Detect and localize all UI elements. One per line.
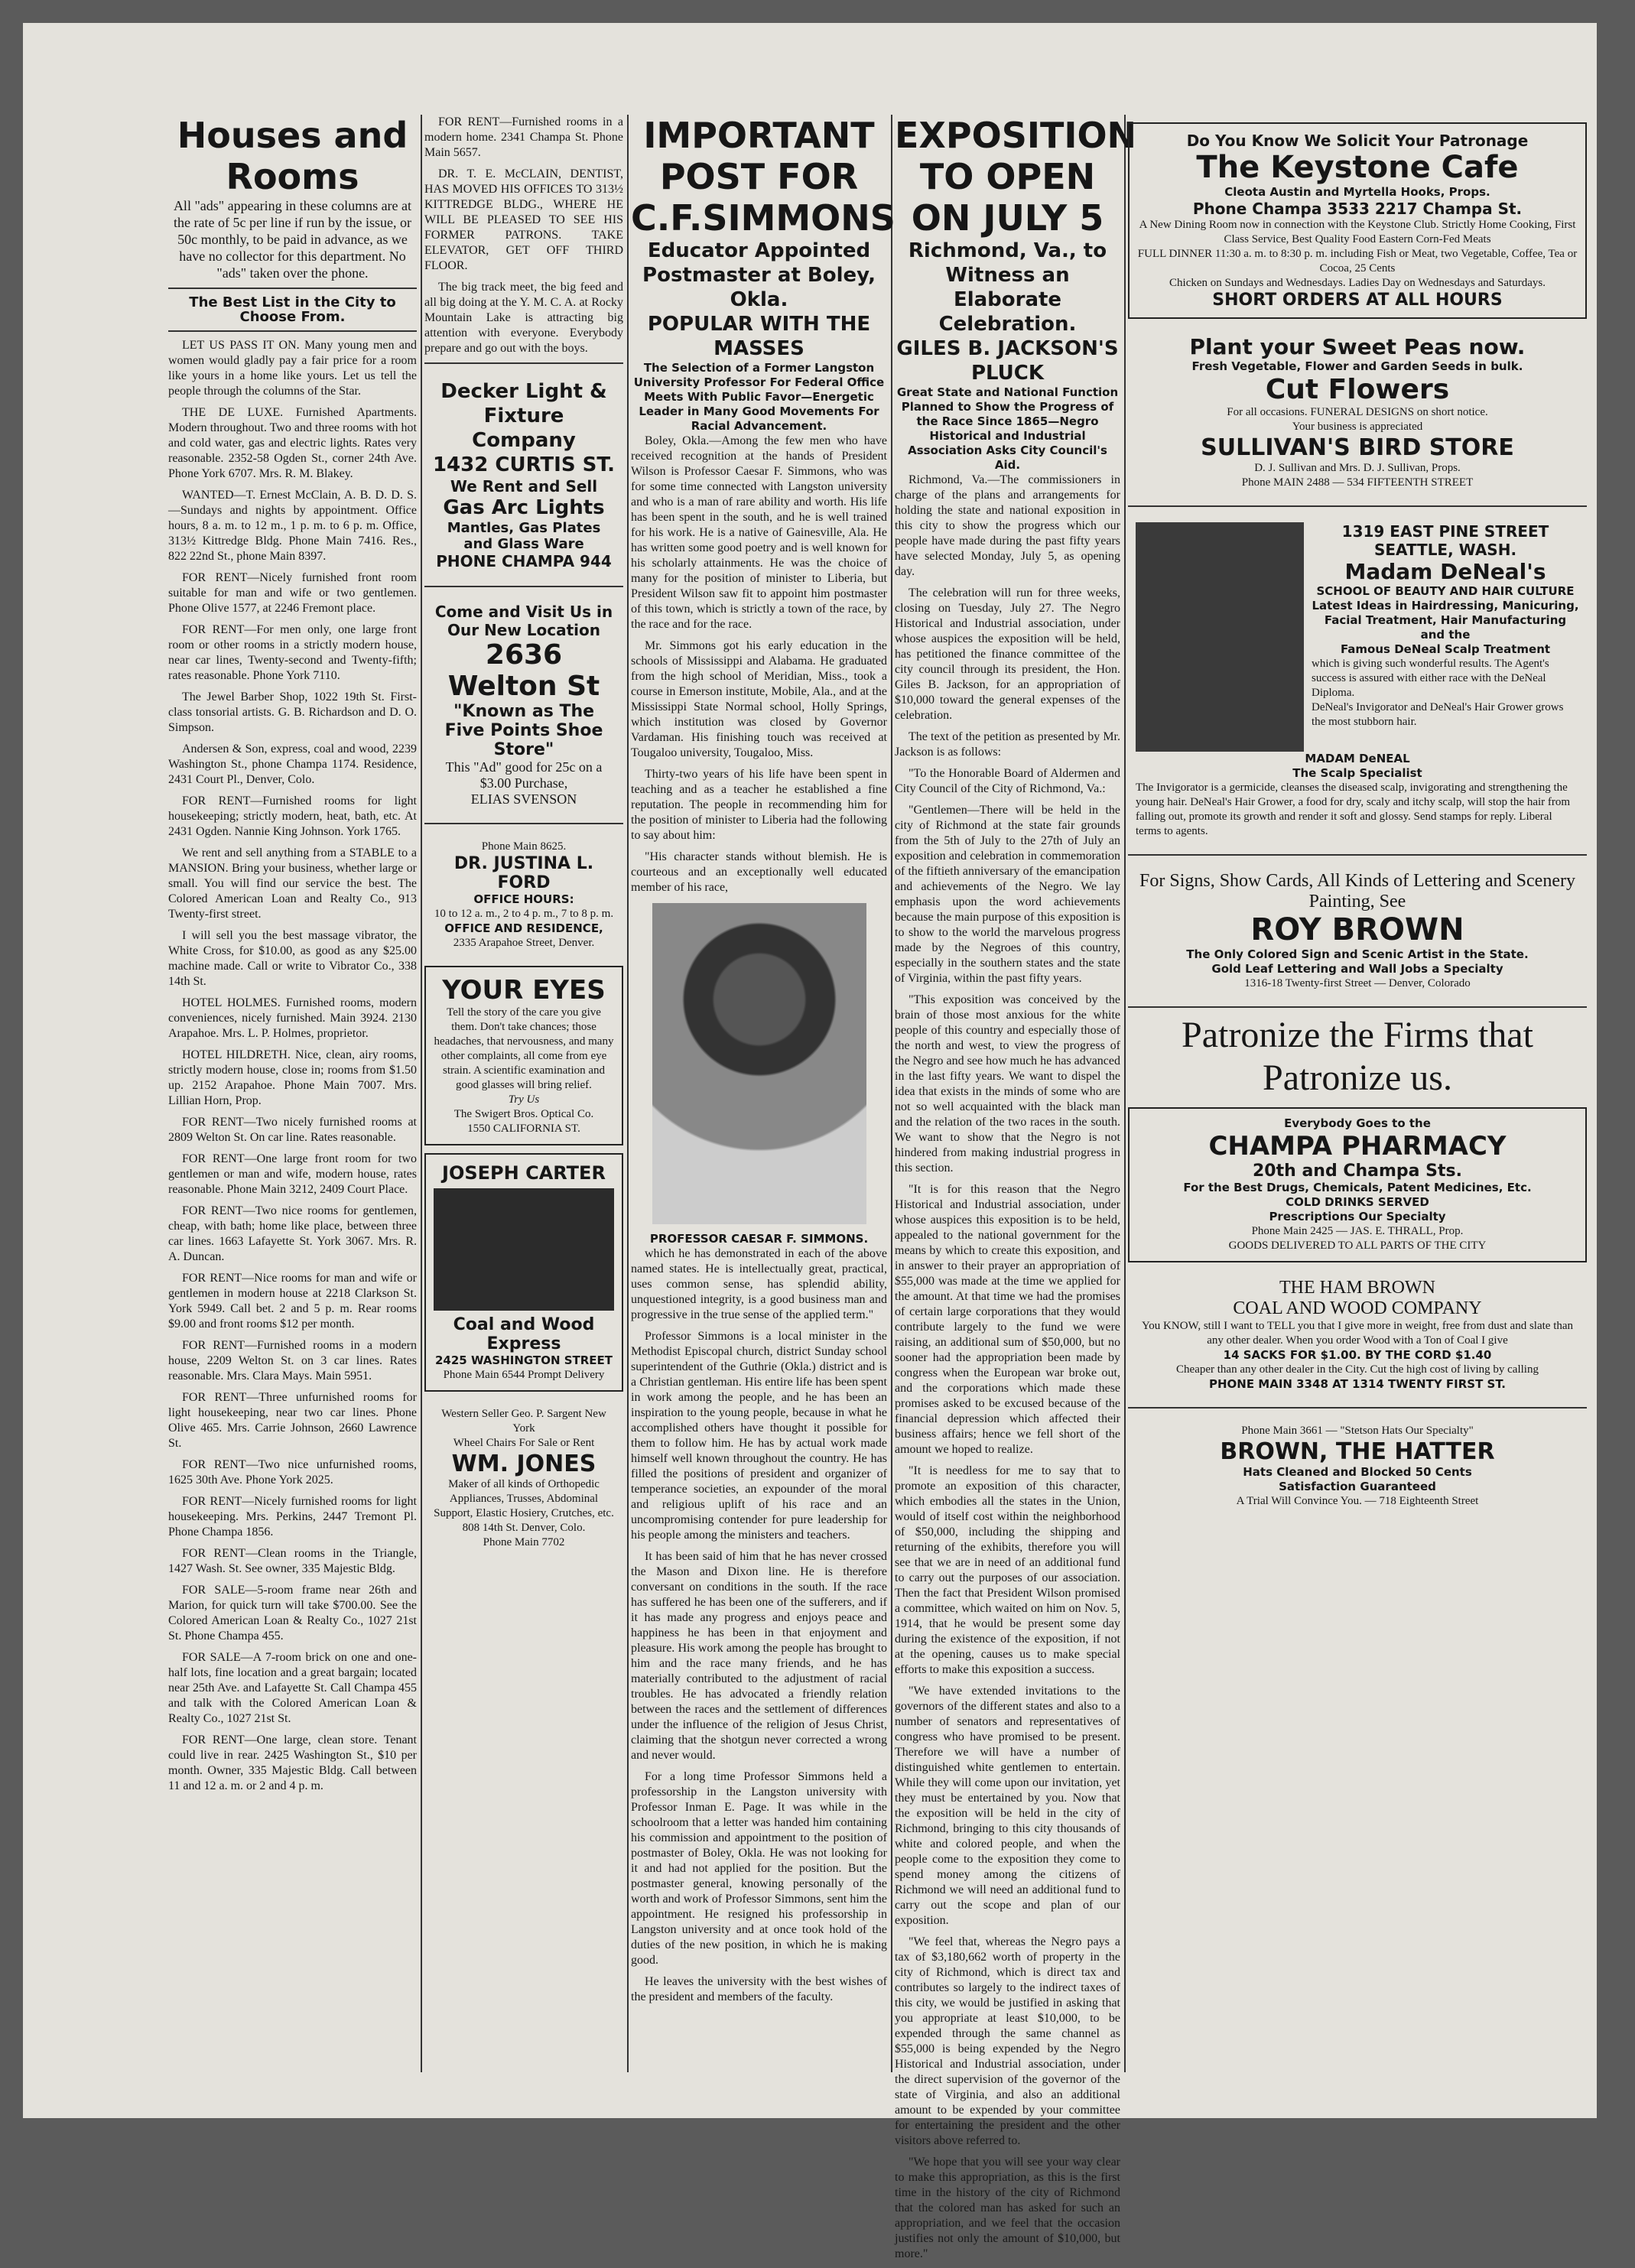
list-item: DR. T. E. McCLAIN, DENTIST, HAS MOVED HIS OFFICES TO 313½ KITTREDGE BLDG., WHERE HE WILL BE PLEASED TO SEE HIS FORMER PATRONS. TAKE ELEVATOR, GET OFF THIRD FLOOR. <box>424 167 623 272</box>
ham-brown-ad: THE HAM BROWN COAL AND WOOD COMPANY You KNOW, still I want to TELL you that I give more in weight, free from dust and slate than any other dealer. When you order Wood with a Ton of Coal I give 14 SACKS FOR $1.00. BY THE CORD $1.40 Cheaper than any other dealer in the City. Cut the high cost of living by calling PHONE MAIN 3348 AT 1314 TWENTY FIRST ST. <box>1141 1278 1574 1391</box>
list-item: The big track meet, the big feed and all big doing at the Y. M. C. A. at Rocky Mountain Lake is attracting big attention with everyone. Everybody prepare and go out with the boys. <box>424 281 623 355</box>
list-item: I will sell you the best massage vibrator, the White Cross, for $10.00, as good as any $25.00 machine made. Call or write to Vibrator Co., 338 14th St. <box>168 929 417 988</box>
deneal-photo <box>1136 522 1304 752</box>
page-title: Houses and Rooms <box>177 115 408 197</box>
list-item: FOR SALE—A 7-room brick on one and one-half lots, fine location and a great bargain; located near 25th Ave. and Lafayette St. Call Champa 455 and talk with the Colored American Loan & Realty Co., 1027 21st St. <box>168 1651 417 1725</box>
column-rule <box>421 115 422 2072</box>
your-eyes-ad: YOUR EYES Tell the story of the care you give them. Don't take chances; those headaches, that nervousness, and many other complaints, all come from eye strain. A scientific examination and good glasses will bring relief. Try Us The Swigert Bros. Optical Co. 1550 CALIFORNIA ST. <box>424 966 623 1145</box>
carter-photo <box>434 1188 614 1311</box>
list-item: Andersen & Son, express, coal and wood, 2239 Washington St., phone Champa 1174. Residence, 2431 Court Pl., Denver, Colo. <box>168 742 417 786</box>
keystone-ad: Do You Know We Solicit Your Patronage The Keystone Cafe Cleota Austin and Myrtella Hooks, Props. Phone Champa 3533 2217 Champa St. A New Dining Room now in connection with the Keystone Club. Strictly Home Cooking, First Class Service, Best Quality Food Eastern Corn-Fed Meats FULL DINNER 11:30 a. m. to 8:30 p. m. including Fish or Meat, two Vegetable, Coffee, Tea or Cocoa, 25 Cents Chicken on Sundays and Wednesdays. Ladies Day on Wednesdays and Saturdays. SHORT ORDERS AT ALL HOURS <box>1128 122 1587 319</box>
list-item: HOTEL HOLMES. Furnished rooms, modern conveniences, nicely furnished. Main 3924. 2130 Arapahoe. Mrs. L. P. Holmes, proprietor. <box>168 996 417 1040</box>
list-item: HOTEL HILDRETH. Nice, clean, airy rooms, strictly modern house, close in; rooms from $1.50 up. 2152 Arapahoe. Phone Main 7007. Mrs. Lillian Horn, Prop. <box>168 1048 417 1107</box>
ads-column-5 <box>1128 115 1587 1524</box>
list-item: FOR RENT—Clean rooms in the Triangle, 1427 Wash. St. See owner, 335 Majestic Bldg. <box>168 1547 417 1575</box>
sullivan-ad: Plant your Sweet Peas now. Fresh Vegetable, Flower and Garden Seeds in bulk. Cut Flowers For all occasions. FUNERAL DESIGNS on short notice. Your business is appreciated SULLIVAN'S BIRD STORE D. J. Sullivan and Mrs. D. J. Sullivan, Props. Phone MAIN 2488 — 534 FIFTEENTH STREET <box>1189 334 1526 489</box>
deneal-ad: 1319 EAST PINE STREET SEATTLE, WASH. Madam DeNeal's SCHOOL OF BEAUTY AND HAIR CULTURE Latest Ideas in Hairdressing, Manicuring, Facial Treatment, Hair Manufacturing and the Famous DeNeal Scalp Treatment which is giving such wonderful results. The Agent's success is assured with either race with the DeNeal Diploma. DeNeal's Invigorator and DeNeal's Hair Grower grows the most stubborn hair. MADAM DeNEAL The Scalp Specialist The Invigorator is a germicide, cleanses the diseased scalp, invigorating and strengthening the young hair. DeNeal's Hair Grower, a food for dry, scaly and itchy scalp, will stop the hair from falling out, promote its growth and render it soft and glossy. Send stamps for reply. Liberal terms to agents. <box>1136 522 1579 837</box>
list-item: FOR RENT—Two nice rooms for gentlemen, cheap, with bath; home like place, between three car lines. 1663 Lafayette St. York 3067. Mrs. R. A. Duncan. <box>168 1204 417 1263</box>
list-item: FOR RENT—For men only, one large front room or other rooms in a strictly modern house, near car lines, Twenty-second and Twenty-fifth; rates reasonable. Phone York 7110. <box>168 623 417 682</box>
list-item: LET US PASS IT ON. Many young men and women would gladly pay a fair price for a room like yours in a home like yours. Let us tell the people through the columns of the Star. <box>168 339 417 398</box>
rate-notice: All "ads" appearing in these columns are at the rate of 5c per line if run by the issue, or 50c monthly, to be paid in advance, as we have no collector for this department. No "ads" taken over the phone. <box>173 198 412 281</box>
champa-pharmacy-ad: Everybody Goes to the CHAMPA PHARMACY 20th and Champa Sts. For the Best Drugs, Chemicals, Patent Medicines, Etc. COLD DRINKS SERVED Prescriptions Our Specialty Phone Main 2425 — JAS. E. THRALL, Prop. GOODS DELIVERED TO ALL PARTS OF THE CITY <box>1128 1107 1587 1262</box>
headline: IMPORTANT POST FOR C.F.SIMMONS <box>631 115 896 239</box>
list-item: FOR SALE—5-room frame near 26th and Marion, for quick turn will take $700.00. See the Colored American Loan & Realty Co., 1027 21st St. Phone Champa 455. <box>168 1584 417 1643</box>
list-item: FOR RENT—Two nicely furnished rooms at 2809 Welton St. On car line. Rates reasonable. <box>168 1116 417 1144</box>
list-item: FOR RENT—Nicely furnished rooms for light housekeeping. Mrs. Perkins, 2447 Tremont Pl. Phone Champa 1856. <box>168 1495 417 1539</box>
list-item: The Jewel Barber Shop, 1022 19th St. First-class tonsorial artists. G. B. Richardson and D. O. Simpson. <box>168 690 417 734</box>
ads-column-2 <box>424 115 623 1565</box>
hatter-ad: Phone Main 3661 — "Stetson Hats Our Specialty" BROWN, THE HATTER Hats Cleaned and Blocked 50 Cents Satisfaction Guaranteed A Trial Will Convince You. — 718 Eighteenth Street <box>1220 1425 1495 1507</box>
list-item: THE DE LUXE. Furnished Apartments. Modern throughout. Two and three rooms with hot and cold water, gas and electric lights. Rates very reasonable. 2352-58 Ogden St., corner 24th Ave. Phone York 6707. Mrs. R. M. Blakey. <box>168 406 417 480</box>
list-item: FOR RENT—Furnished rooms for light housekeeping; strictly modern, heat, bath, etc. At 2431 Ogden. Nannie King Johnson. York 1765. <box>168 794 417 838</box>
roy-brown-ad: For Signs, Show Cards, All Kinds of Lettering and Scenery Painting, See ROY BROWN The Only Colored Sign and Scenic Artist in the State. Gold Leaf Lettering and Wall Jobs a Specialty 1316-18 Twenty-first Street — Denver, Colorado <box>1139 871 1575 989</box>
list-item: FOR RENT—Furnished rooms in a modern house, 2209 Welton St. on 3 car lines. Rates reasonable. Mrs. Clara Mays. Main 5951. <box>168 1339 417 1383</box>
houses-and-rooms-column <box>168 115 417 1800</box>
simmons-article: IMPORTANT POST FOR C.F.SIMMONS Educator Appointed Postmaster at Boley, Okla. POPULAR WITH THE MASSES The Selection of a Former Langston University Professor For Federal Office Meets With Public Favor—Energetic Leader in Many Good Movements For Racial Advancement. Boley, Okla.—Among the few men who have received recognition at the hands of President Wilson is Professor Caesar F. Simmons, who was for some time connected with Langston university and who is a man of rare ability and worth. His life has been spent in the south, and he is well trained for his work. He is a native of Gainesville, Ala. He has written some good poetry and is well known for his scholarly attainments. He was the choice of many for the position of minister to Liberia, but President Wilson saw fit to appoint him postmaster of this town, which is strictly a town of the race, by the race and for the race. Mr. Simmons got his early education in the schools of Mississippi and Alabama. He graduated from the high school of Meridian, Miss., took a course in Emerson institute, Mobile, Ala., and at the Mississippi State Normal school, Holly Springs, which institution was closed by Governor Vardaman. His finishing touch was received at Tougaloo university, Tougaloo, Miss. Thirty-two years of his life have been spent in teaching and as a teacher he established a fine reputation. The people in recommending him for the position of minister to Liberia had the following to say about him: "His character stands without blemish. He is courteous and an exceptionally well educated member of his race, PROFESSOR CAESAR F. SIMMONS. which he has demonstrated in each of the above named states. He is intellectually great, practical, uses common sense, has splendid ability, unquestioned integrity, is a good business man and progressive in the true sense of the applied term." Professor Simmons is a local minister in the Methodist Episcopal church, district Sunday school superintendent of the Guthrie (Okla.) district and is a Christian gentleman. His entire life has been spent in work among the people, and he has been an inspiration to the young people, because in what he accomplished others have thought it possible for them to follow him. He has by actual work made himself well known throughout the country. He has filled the positions of president and organizer of temperance societies, an expounder of the moral and religious uplift of his race and an uncompromising contender for pure leadership for his people among the ministers and teachers. It has been said of him that he has never crossed the Mason and Dixon line. He is therefore conversant on conditions in the south. If the race has suffered he has been one of the sufferers, and if it has made any progress and enjoys peace and happiness he has been in that enjoyment and pleasure. His work among the people has brought to him and the race many friends, and he has materially contributed to the adjustment of racial troubles. He has advocated a friendly relation between the races and the settlement of differences under the influence of the religion of Jesus Christ, claiming that the shotgun never corrected a wrong and never would. For a long time Professor Simmons held a professorship in the Langston university with Professor Inman E. Page. It was while in the schoolroom that a letter was handed him containing his commission and appointment to the position of postmaster of Boley, Okla. He was not looking for it and had not applied for the position. But the postmaster general, knowing personally of the worth and work of Professor Simmons, sent him the appointment. He resigned his professorship in Langston university and at once took hold of the duties of the new position, in which he is making good. He leaves the university with the best wishes of the president and members of the faculty. <box>631 115 896 2003</box>
newspaper-page <box>23 23 1597 2260</box>
list-item: WANTED—T. Ernest McClain, A. B. D. D. S.—Sundays and nights by appointment. Office hours, 8 a. m. to 12 m., 1 p. m. to 6 p. m. Office, 313½ Kittredge Bldg. Phone Main 7416. Res., 822 22nd St., phone Main 8397. <box>168 489 417 563</box>
carter-ad: JOSEPH CARTER Coal and Wood Express 2425 WASHINGTON STREET Phone Main 6544 Prompt Delivery <box>424 1153 623 1392</box>
headline: EXPOSITION TO OPEN ON JULY 5 <box>895 115 1137 239</box>
caption: PROFESSOR CAESAR F. SIMMONS. <box>649 1232 869 1246</box>
column-rule <box>1124 115 1126 2072</box>
column-rule <box>891 115 892 2072</box>
classified-list <box>168 338 417 1794</box>
subhead: The Best List in the City to Choose From. <box>189 294 396 325</box>
list-item: FOR RENT—Three unfurnished rooms for light housekeeping, near two car lines. Phone Olive 465. Mrs. Carrie Johnson, 2660 Lawrence St. <box>168 1391 417 1450</box>
portrait-photo <box>652 903 866 1224</box>
list-item: FOR RENT—Nice rooms for man and wife or gentlemen in modern house at 2218 Clarkson St. York 5949. Call bet. 2 and 5 p. m. Rear rooms $9.00 and front rooms $12 per month. <box>168 1272 417 1331</box>
jones-ad: Western Seller Geo. P. Sargent New York Wheel Chairs For Sale or Rent WM. JONES Maker of all kinds of Orthopedic Appliances, Trusses, Abdominal Support, Elastic Hosiery, Crutches, etc. 808 14th St. Denver, Colo. Phone Main 7702 <box>434 1408 614 1548</box>
list-item: FOR RENT—Furnished rooms in a modern home. 2341 Champa St. Phone Main 5657. <box>424 115 623 159</box>
list-item: FOR RENT—Two nice unfurnished rooms, 1625 30th Ave. Phone York 2025. <box>168 1458 417 1487</box>
exposition-article: EXPOSITION TO OPEN ON JULY 5 Richmond, Va., to Witness an Elaborate Celebration. GILES B. JACKSON'S PLUCK Great State and National Function Planned to Show the Progress of the Race Since 1865—Negro Historical and Industrial Association Asks City Council's Aid. Richmond, Va.—The commissioners in charge of the plans and arrangements for holding the state and national exposition in this city to show the progress which our people have made during the past fifty years have selected Monday, July 5, as opening day. The celebration will run for three weeks, closing on Tuesday, July 27. The Negro Historical and Industrial association, under whose auspices the exposition will be held, has petitioned the finance committee of the city council through its president, the Hon. Giles B. Jackson, for an appropriation of $10,000 toward the general expenses of the celebration. The text of the petition as presented by Mr. Jackson is as follows: "To the Honorable Board of Aldermen and City Council of the City of Richmond, Va.: "Gentlemen—There will be held in the city of Richmond at the state fair grounds from the 5th of July to the 27th of July an exposition and celebration in commemoration of the fiftieth anniversary of the emancipation and achievements of the Negro. We lay emphasis upon the word achievements because the main purpose of this exposition is to show to the world the marvelous progress made by the Negroes of this country, especially in the southern states and the state of Virginia, within the past fifty years. "This exposition was conceived by the brain of those most anxious for the white people of this country and especially those of the north and west, to view the progress of the Negro and see how much he has advanced in the last fifty years. We want to dispel the idea that exists in the minds of some who are not so well acquainted with the black man and the relation of the two races in the south. We want to show that the Negro is not hindered from making industrial progress in this section. "It is for this reason that the Negro Historical and Industrial association, under whose auspices this exposition is to be held, appealed to the national government for the means by which to create this exposition, and in answer to their prayer an appropriation of $55,000 was made at the time we applied for the amount. At that time we had the promises of certain large corporations that they would contribute largely to the fund we were raising, an additional sum of $50,000, but no sooner had the appropriation been made by congress when the European war broke out, and the corporations which made these promises asked to be excused because of the financial depression which affected their business affairs; hence we fell short of the amount we hoped to realize. "It is needless for me to say that to promote an exposition of this character, which embodies all the states in the Union, would of itself cost within the neighborhood of $50,000, including the shipping and returning of the exhibits, therefore you will see that we are in need of an additional fund to carry out the purposes of our association. Then the fact that President Wilson promised a committee, which waited on him on Nov. 5, 1914, that he would be present some day during the existence of the exposition, if not at the opening, causes us to make special efforts to make this exposition a success. "We have extended invitations to the governors of the different states and also to a number of senators and representatives of congress who have promised to be present. Therefore we will have a number of distinguished white gentlemen to entertain. While they will come upon our invitation, yet they must be entertained by you. Now that the exposition will be held in the city of Richmond, bringing to this city thousands of white and colored people, and when the people come to the exposition they come to spend money among the citizens of Richmond we will need an additional fund to carry out the scope and plan of our exposition. "We feel that, whereas the Negro pays a tax of $3,180,662 worth of property in the city of Richmond, which is direct tax and contributes so largely to the indirect taxes of this city, we would be justified in asking that you appropriate at least $10,000, to be expended through the same channel as $55,000 is being expended by the Negro Historical and Industrial association, under the direct supervision of the governor of the state of Virginia, and also an additional amount to be expended by your committee for entertaining the president and the other visitors above referred to. "We hope that you will see your way clear to make this appropriation, as this is the first time in the history of the city of Richmond that the colored man has asked for such an appropriation, and we feel that the occasion justifies not only the amount of $10,000, but more." <box>895 115 1137 2260</box>
welton-shoe-ad: Come and Visit Us in Our New Location 2636 Welton St "Known as The Five Points Shoe Store" This "Ad" good for 25c on a $3.00 Purchase, ELIAS SVENSON <box>434 603 613 807</box>
list-item: FOR RENT—One large front room for two gentlemen or man and wife, modern house, rates reasonable. Phone Main 3212, 2409 Court Place. <box>168 1152 417 1196</box>
list-item: We rent and sell anything from a STABLE to a MANSION. Bring your business, whether large or small. You will find our service the best. The Colored American Loan and Realty Co., 913 Twenty-first street. <box>168 846 417 921</box>
ford-ad: Phone Main 8625. DR. JUSTINA L. FORD OFFICE HOURS: 10 to 12 a. m., 2 to 4 p. m., 7 to 8 p. m. OFFICE AND RESIDENCE, 2335 Arapahoe Street, Denver. <box>434 840 614 949</box>
patronize-banner: Patronize the Firms that Patronize us. <box>1182 1015 1533 1098</box>
list-item: FOR RENT—Nicely furnished front room suitable for man and wife or two gentlemen. Phone Olive 1577, at 2246 Fremont place. <box>168 571 417 615</box>
decker-ad: Decker Light & Fixture Company 1432 CURTIS ST. We Rent and Sell Gas Arc Lights Mantles, Gas Plates and Glass Ware PHONE CHAMPA 944 <box>432 380 616 570</box>
column-rule <box>627 115 629 2072</box>
list-item: FOR RENT—One large, clean store. Tenant could live in rear. 2425 Washington St., $10 per month. Owner, 335 Majestic Bldg. Call between 11 and 12 a. m. or 2 and 4 p. m. <box>168 1733 417 1792</box>
